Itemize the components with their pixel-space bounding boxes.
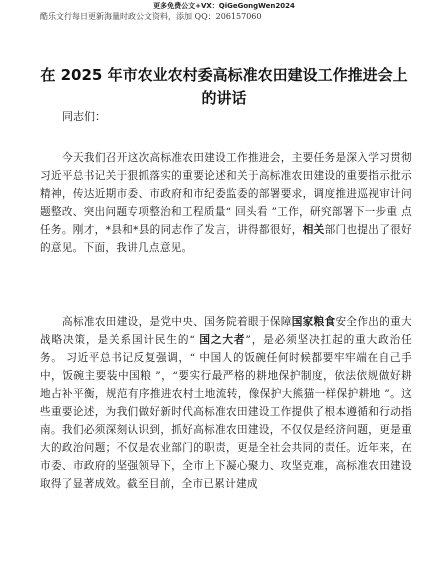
paragraph-1-text-a: 今天我们召开这次高标准农田建设工作推进会，主要任务是深入学习贯彻习近平总书记关于狠抓落实的重要论述和关于高标准农田建设的重要指示批示精神，传达近期市委、市政府和市纪委监委的部署要求，调度推进巡视审计问题整改、突出问题专项整治和工程质量“ 回头看 ”工作，研究部署下一步重 点任务。刚才，*县和*县的同志作了发言，讲得都很好， [40, 152, 412, 236]
paragraph-2-text-a: 高标准农田建设，是党中央、国务院着眼于保障 [62, 316, 292, 328]
top-promo-note: 更多免费公文+VX：QiGeGongWen2024 [153, 2, 295, 10]
paragraph-2-text-c: ”，是必须坚决扛起的重大政治任务。 习近平总书记反复强调，“ 中国人的饭碗任何时候都要牢牢端在自己手中，饭碗主要装中国粮 ”，“要实行最严格的耕地保护制度，依法依规做好耕地占补平衡，规范有序推进农村土地流转，像保护大熊猫一样保护耕地 ”。这些重要论述，为我们做好新时代高标准农田建设工作提供了根本遵循和行动指南。我们必须深刻认识到，抓好高标准农田建设，不仅仅是经济问题，更是重大的政治问题；不仅是农业部门的职责，更是全社会共同的责任。近年来，在市委、市政府的坚强领导下，全市上下凝心聚力、攻坚克难，高标准农田建设取得了显著成效。截至目前，全市已累计建成 [40, 334, 412, 490]
paragraph-1-text-b: 部门也提出了很好的意见。下面，我讲几点意见。 [40, 224, 412, 254]
paragraph-1-bold: 相关 [302, 224, 325, 236]
document-title: 在 2025 年市农业农村委高标准农田建设工作推进会上的讲话 [40, 66, 408, 107]
paragraph-2-text-b: 安全作出的重大战略决策，是关系国计民生的“ [40, 316, 412, 346]
paragraph-2 [40, 313, 412, 493]
paragraph-2-bold-b: 国之大者 [199, 334, 246, 346]
header-sub-note: 酷乐文行每日更新海量时政公文资料，添加 QQ：206157060 [40, 12, 262, 21]
paragraph-2-bold-a: 国家粮食 [291, 316, 336, 328]
greeting: 同志们： [62, 110, 106, 123]
paragraph-1 [40, 149, 412, 257]
